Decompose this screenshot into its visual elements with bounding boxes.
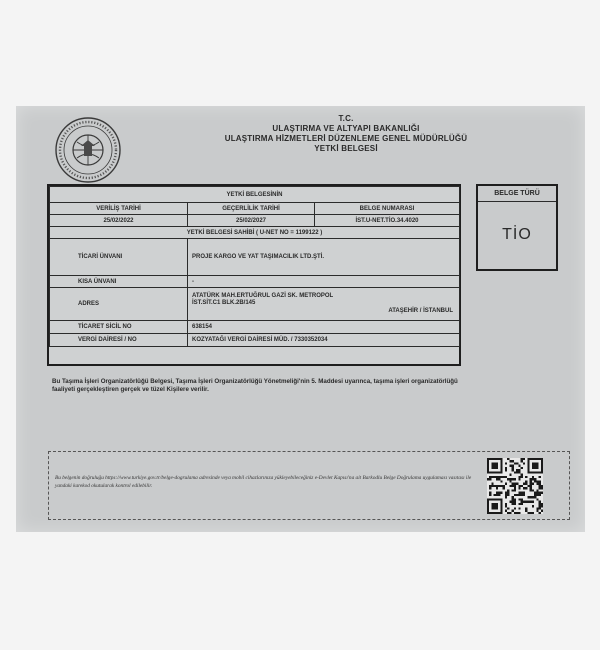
document-type-title: BELGE TÜRÜ xyxy=(478,186,556,202)
label-address: ADRES xyxy=(50,288,188,321)
document-type-value: TİO xyxy=(502,226,532,243)
document-type-box xyxy=(476,184,558,271)
validity-date: 25/02/2027 xyxy=(188,215,315,227)
address-district: ATAŞEHİR / İSTANBUL xyxy=(388,307,453,314)
header-line-document-type: YETKİ BELGESİ xyxy=(314,144,378,153)
col-issue-date: VERİLİŞ TARİHİ xyxy=(50,203,188,215)
address-line2: İST.SİT.C1 BLK.2B/145 xyxy=(192,300,256,307)
certificate-table-box xyxy=(47,184,461,366)
issue-date: 25/02/2022 xyxy=(50,215,188,227)
header-line-ministry: ULAŞTIRMA VE ALTYAPI BAKANLIĞI xyxy=(272,124,420,133)
label-short-name: KISA ÜNVANI xyxy=(50,276,188,288)
certificate-paper xyxy=(16,106,585,532)
verification-box xyxy=(48,451,570,520)
label-tax: VERGİ DAİRESİ / NO xyxy=(50,334,188,347)
verification-text: Bu belgenin doğruluğu https://www.turkiye.gov.tr/belge-dogrulama adresinde veya mobil cihazlarınıza yükleyebileceğiniz e-Devlet Kapısı'na ait Barkodlu Belge Doğrulama uygulaması vasıtası ile yandaki karekod okutularak kontrol edilebilir. xyxy=(55,475,472,489)
address-line2-row xyxy=(192,300,455,308)
trade-name: PROJE KARGO VE YAT TAŞIMACILIK LTD.ŞTİ. xyxy=(188,239,460,276)
col-doc-number: BELGE NUMARASI xyxy=(315,203,460,215)
address-cell xyxy=(188,288,460,321)
col-validity-date: GEÇERLİLİK TARİHİ xyxy=(188,203,315,215)
short-name: - xyxy=(188,276,460,288)
section-title: YETKİ BELGESİNİN xyxy=(50,187,460,203)
tax-office: KOZYATAĞI VERGİ DAİRESİ MÜD. / 7330352034 xyxy=(188,334,460,347)
header-line-tc: T.C. xyxy=(338,114,354,123)
label-trade-name: TİCARİ ÜNVANI xyxy=(50,239,188,276)
qr-code-icon xyxy=(487,458,543,514)
holder-title: YETKİ BELGESİ SAHİBİ ( U-NET NO = 1199122 ) xyxy=(50,227,460,239)
header-line-directorate: ULAŞTIRMA HİZMETLERİ DÜZENLEME GENEL MÜDÜRLÜĞÜ xyxy=(224,134,468,143)
registry-no: 638154 xyxy=(188,321,460,334)
document-header xyxy=(136,114,556,154)
legal-note: Bu Taşıma İşleri Organizatörlüğü Belgesi, Taşıma İşleri Organizatörlüğü Yönetmeliği'nin 5. Maddesi uyarınca, taşıma işleri organizatörlüğü faaliyeti gerçekleştiren gerçek ve tüzel Kişilere verilir. xyxy=(52,378,458,393)
doc-number: İST.U-NET.TİO.34.4020 xyxy=(315,215,460,227)
certificate-table xyxy=(49,186,460,347)
address-line1: ATATÜRK MAH.ERTUĞRUL GAZİ SK. METROPOL xyxy=(192,292,334,299)
label-registry: TİCARET SİCİL NO xyxy=(50,321,188,334)
ministry-seal-icon xyxy=(54,116,122,184)
